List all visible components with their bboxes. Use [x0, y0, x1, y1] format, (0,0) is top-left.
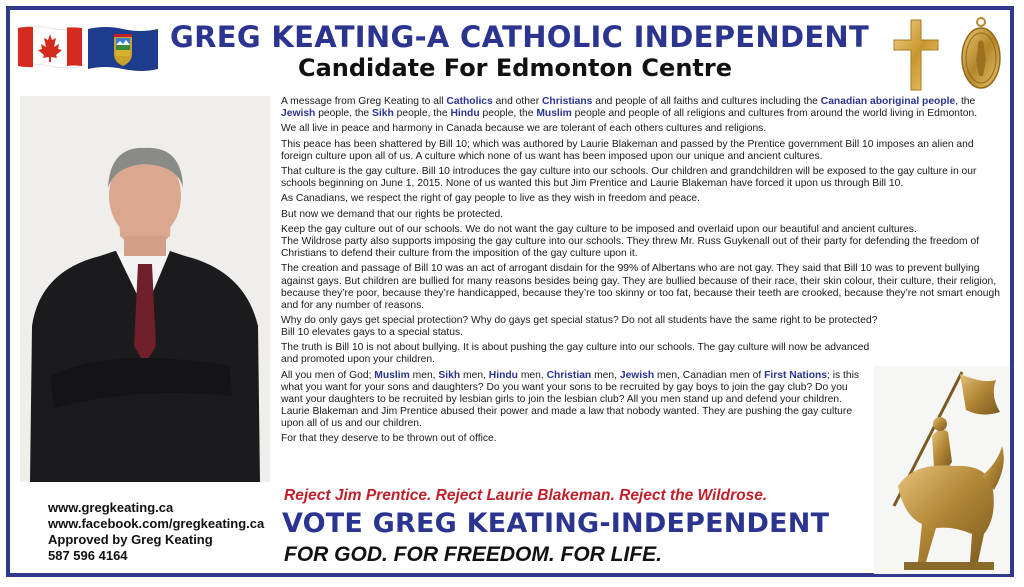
text-run: Keep the gay culture out of our schools. We do not want the gay culture to be imposed and overlaid upon our beautiful and ancient cultures.	[281, 223, 917, 235]
paragraph-keep-out	[281, 224, 1004, 260]
text-run: men, Canadian men of	[654, 369, 765, 381]
statue-image	[874, 366, 1010, 574]
paragraph-peace: We all live in peace and harmony in Canada because we are tolerant of each others cultures and religions.	[281, 123, 767, 135]
paragraph-truth: The truth is Bill 10 is not about bullying. It is about pushing the gay culture into our schools. The gay culture will now be advanced and promoted upon your children.	[281, 342, 870, 366]
text-run: men,	[517, 369, 547, 381]
phone-number: 587 596 4164	[48, 548, 128, 563]
text-run: ; is this what you want for your sons and daughters? Do you want your sons to be recruited by gay boys to join the gay club? Do you want your daughters to be recruited by lesbian girls to join the lesbian club? All you men stand up and defend your children. Laurie Blakeman and Jim Prentice abused their power and made a law that nobody wanted. They are pushing the gay culture upon all of us and our children.	[281, 369, 860, 430]
cross-icon	[890, 16, 942, 94]
text-run: Bill 10 elevates gays to a special status.	[281, 327, 464, 339]
reject-line: Reject Jim Prentice. Reject Laurie Blakeman. Reject the Wildrose.	[284, 487, 768, 504]
text-run: and people of all faiths and cultures including the	[592, 96, 821, 107]
website-link[interactable]: www.gregkeating.ca	[48, 500, 174, 515]
text-run: Why do only gays get special protection? Why do gays get special status? Do not all students have the same right to be protected?	[281, 315, 878, 326]
highlight-first-nations: First Nations	[764, 369, 828, 381]
approved-by: Approved by Greg Keating	[48, 532, 213, 547]
contact-block	[48, 500, 264, 564]
text-run: people, the	[479, 108, 537, 120]
text-run: men,	[460, 369, 489, 381]
highlight-hindu: Hindu	[450, 108, 480, 120]
headline: GREG KEATING-A CATHOLIC INDEPENDENT	[170, 20, 870, 54]
candidate-photo	[20, 96, 270, 482]
highlight-jewish: Jewish	[619, 369, 655, 381]
highlight-hindu: Hindu	[488, 369, 518, 381]
paragraph-respect: As Canadians, we respect the right of gay people to live as they wish in freedom and peace.	[281, 193, 700, 205]
highlight-muslim: Muslim	[536, 108, 572, 120]
candidate-portrait-image	[20, 96, 270, 482]
text-run: and other	[492, 96, 542, 107]
text-run: men,	[409, 369, 439, 381]
alberta-flag-icon	[86, 24, 160, 74]
text-run: people, the	[315, 108, 373, 120]
highlight-muslim: Muslim	[374, 369, 410, 381]
text-run: people, the	[393, 108, 451, 120]
text-run: All you men of God;	[281, 369, 375, 381]
canada-flag-icon	[16, 22, 84, 72]
highlight-sikh: Sikh	[372, 108, 394, 120]
paragraph-protection	[281, 315, 1004, 339]
miraculous-medal-icon	[958, 16, 1004, 92]
paragraph-demand: But now we demand that our rights be protected.	[281, 208, 504, 220]
paragraph-men-of-god	[281, 370, 871, 430]
text-run: A message from Greg Keating to all	[281, 96, 447, 107]
text-run: men,	[591, 369, 620, 381]
paragraph-conclusion: For that they deserve to be thrown out of office.	[281, 433, 497, 445]
highlight-sikh: Sikh	[438, 369, 461, 381]
highlight-catholics: Catholics	[446, 96, 493, 107]
highlight-christian: Christian	[546, 369, 592, 381]
highlight-christians: Christians	[542, 96, 593, 107]
text-run: , the	[955, 96, 976, 107]
highlight-jewish: Jewish	[281, 108, 316, 120]
text-run: The Wildrose party also supports imposing the gay culture into our schools. They threw Mr. Russ Guykenall out of their party for defending the freedom of Christians to defend their culture from the imposition of the gay culture upon it.	[281, 236, 980, 260]
subheadline: Candidate For Edmonton Centre	[297, 54, 732, 82]
paragraph-schools: That culture is the gay culture. Bill 10 introduces the gay culture into our schools. Our children and grandchildren will be exposed to the gay culture in our schools beginning on June 1, 2015. None of us wanted this but Jim Prentice and Laurie Blakeman have forced it upon us through Bill 10.	[281, 166, 977, 190]
facebook-link[interactable]: www.facebook.com/gregkeating.ca	[48, 516, 265, 531]
paragraph-intro	[281, 96, 1004, 120]
paragraph-bullying: The creation and passage of Bill 10 was an act of arrogant disdain for the 99% of Albertans who are not gay. They said that Bill 10 was to prevent bullying against gays. But children are bullied for many reasons besides being gay. They are bullied because of their race, their skin colour, their culture, their religion, because they’re poor, because they’re handicapped, because they’re too skinny or too fat, because their teeth are crooked, because they’re not smart enough and for any number of reasons.	[281, 263, 1000, 311]
text-run: people and people of all religions and cultures from around the world living in Edmonton.	[571, 108, 978, 120]
paragraph-bill10: This peace has been shattered by Bill 10; which was authored by Laurie Blakeman and passed by the Prentice government Bill 10 imposes an alien and foreign culture upon all of us. A culture which none of us want has been imposed upon our unique and ancient cultures.	[281, 138, 974, 162]
slogan: FOR GOD. FOR FREEDOM. FOR LIFE.	[284, 543, 662, 566]
highlight-aboriginal: Canadian aboriginal people	[820, 96, 956, 107]
vote-line: VOTE GREG KEATING-INDEPENDENT	[282, 508, 830, 539]
